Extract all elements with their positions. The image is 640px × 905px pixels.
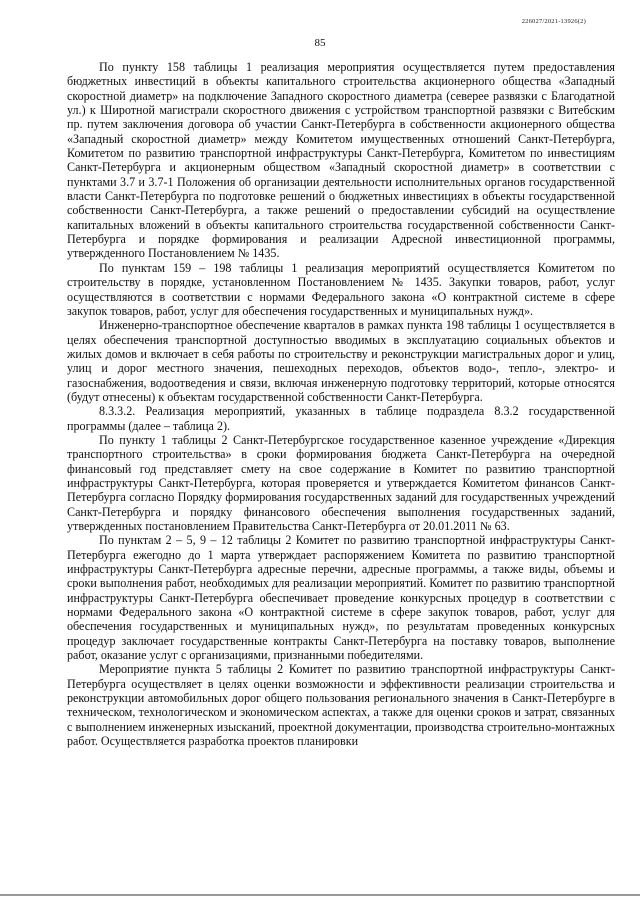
paragraph-table2-item-1: По пункту 1 таблицы 2 Санкт-Петербургское государственное казенное учреждение «Дирекция транспортного строительства» в сроки формирования бюджета Санкт-Петербурга на очередной финансовый год представляет смету на свое содержание в Комитет по развитию транспортной инфраструктуры Санкт-Петербурга, которая проверяется и утверждается Комитетом финансов Санкт-Петербурга согласно Порядку формирования государственных заданий для государственных учреждений Санкт-Петербурга и порядку финансового обеспечения выполнения государственных заданий, утвержденных постановлением Правительства Санкт-Петербурга от 20.01.2011 № 63. xyxy=(67,432,615,533)
page-number: 85 xyxy=(314,37,326,49)
document-id: 226027/2021-13926(2) xyxy=(521,18,586,25)
paragraph-table2-item-5: Мероприятие пункта 5 таблицы 2 Комитет по развитию транспортной инфраструктуры Санкт-Петербурга осуществляет в целях оценки возможности и эффективности реализации строительства и реконструкции автомобильных дорог общего пользования регионального значения в Санкт-Петербурге в техническом, технологическом и экономическом аспектах, а также для оценки сроков и затрат, связанных с выполнением инженерных изысканий, проектной документации, производства строительно-монтажных работ. Осуществляется разработка проектов планировки xyxy=(67,662,615,749)
document-body xyxy=(67,60,615,749)
paragraph-section-8-3-3-2: 8.3.3.2. Реализация мероприятий, указанных в таблице подраздела 8.3.2 государственной программы (далее – таблица 2). xyxy=(67,404,615,433)
paragraph-item-158: По пункту 158 таблицы 1 реализация мероприятия осуществляется путем предоставления бюджетных инвестиций в объекты капитального строительства акционерного общества «Западный скоростной диаметр» на подключение Западного скоростного диаметра (северее развязки с Благодатной ул.) к Широтной магистрали скоростного движения с устройством транспортной развязки с Витебским пр. путем заключения договора об участии Санкт-Петербурга в собственности акционерного общества «Западный скоростной диаметр» между Комитетом имущественных отношений Санкт-Петербурга, Комитетом по развитию транспортной инфраструктуры Санкт-Петербурга, Комитетом по инвестициям Санкт-Петербурга и акционерным обществом «Западный скоростной диаметр» в соответствии с пунктами 3.7 и 3.7-1 Положения об организации деятельности исполнительных органов государственной власти Санкт-Петербурга по подготовке решений о бюджетных инвестициях в объекты государственной собственности Санкт-Петербурга, а также решений о предоставлении субсидий на осуществление капитальных вложений в объекты капитального строительства государственной собственности Санкт-Петербурга и порядке формирования и реализации Адресной инвестиционной программы, утвержденного Постановлением № 1435. xyxy=(67,60,615,261)
paragraph-engineering-support: Инженерно-транспортное обеспечение кварталов в рамках пункта 198 таблицы 1 осуществляется в целях обеспечения транспортной доступностью вводимых в эксплуатацию социальных объектов и жилых домов и включает в себя работы по строительству и реконструкции магистральных дорог и улиц, улиц и дорог местного значения, пешеходных переходов, объектов водо-, тепло-, электро- и газоснабжения, водоотведения и связи, включая инженерную подготовку территорий, которые относятся (будут отнесены) к объектам государственной собственности Санкт-Петербурга. xyxy=(67,318,615,404)
paragraph-table2-items-2-12: По пунктам 2 – 5, 9 – 12 таблицы 2 Комитет по развитию транспортной инфраструктуры Санкт-Петербурга ежегодно до 1 марта утверждает распоряжением Комитета по развитию транспортной инфраструктуры Санкт-Петербурга адресные перечни, адресные программы, а также виды, объемы и сроки выполнения работ, необходимых для реализации мероприятий. Комитет по развитию транспортной инфраструктуры Санкт-Петербурга обеспечивает проведение конкурсных процедур в соответствии с нормами Федерального закона «О контрактной системе в сфере закупок товаров, работ, услуг для обеспечения государственных и муниципальных нужд», по результатам проведенных конкурсных процедур заключает государственные контракты Санкт-Петербурга на поставку товаров, выполнение работ, оказание услуг с организациями, признанными победителями. xyxy=(67,533,615,663)
paragraph-items-159-198: По пунктам 159 – 198 таблицы 1 реализация мероприятий осуществляется Комитетом по строительству в порядке, установленном Постановлением № 1435. Закупки товаров, работ, услуг осуществляются в соответствии с нормами Федерального закона «О контрактной системе в сфере закупок товаров, работ, услуг для обеспечения государственных и муниципальных нужд». xyxy=(67,260,615,318)
scan-bottom-edge xyxy=(0,894,640,896)
